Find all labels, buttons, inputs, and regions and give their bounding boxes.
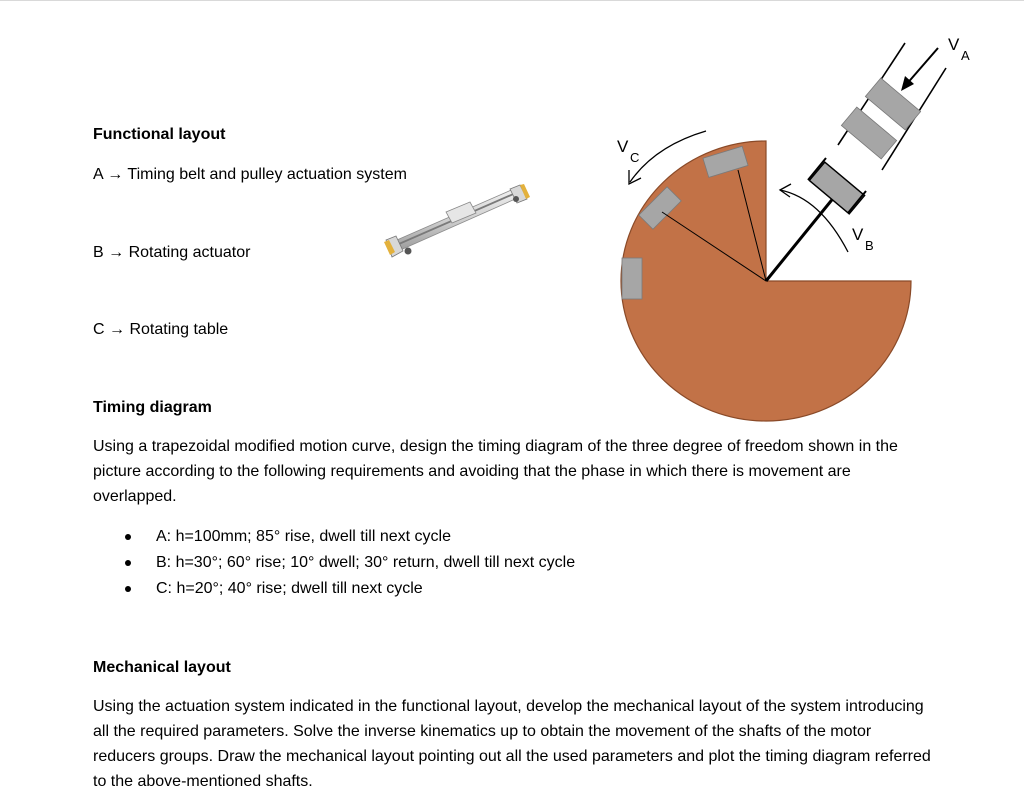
mechanical-layout-paragraph: Using the actuation system indicated in the functional layout, develop the mechanical layout of the system introducing all the required parameters. Solve the inverse kinematics up to obtain the movement of the shafts of the motor reducers groups. Draw the mechanical layout pointing out all the used parameters and plot the timing diagram referred to the above-mentioned shafts. [93, 698, 931, 790]
timing-diagram-paragraph: Using a trapezoidal modified motion curve, design the timing diagram of the three degree of freedom shown in the picture according to the following requirements and avoiding that the phase in which there is movement are overlapped. [93, 438, 898, 505]
rotating-actuator-arm [766, 158, 866, 281]
bullet-dot [125, 586, 131, 592]
requirement-b-text: B: h=30°; 60° rise; 10° dwell; 30° return, dwell till next cycle [156, 554, 576, 571]
functional-layout-heading: Functional layout [93, 126, 226, 143]
va-label: V [948, 35, 960, 54]
linear-actuator-image [384, 184, 530, 257]
requirement-c [120, 576, 575, 602]
va-sub: A [961, 48, 970, 63]
vb-label: V [852, 225, 864, 244]
vb-sub: B [865, 238, 874, 253]
item-c-text: C → Rotating table [93, 321, 229, 338]
requirement-a-text: A: h=100mm; 85° rise, dwell till next cycle [156, 528, 451, 545]
va-arrow [905, 48, 938, 86]
linear-channel [838, 43, 946, 170]
vc-sub: C [630, 150, 640, 165]
bullet-dot [125, 534, 131, 540]
item-a-text: A → Timing belt and pulley actuation system [93, 166, 407, 183]
requirement-a [120, 524, 575, 550]
mechanical-layout-heading: Mechanical layout [93, 659, 231, 676]
bullet-dot [125, 560, 131, 566]
requirement-c-text: C: h=20°; 40° rise; dwell till next cycle [156, 580, 423, 597]
timing-diagram-heading: Timing diagram [93, 399, 212, 416]
requirement-b [120, 550, 575, 576]
item-b-text: B → Rotating actuator [93, 244, 251, 261]
vc-label: V [617, 137, 629, 156]
requirements-list [120, 524, 575, 602]
